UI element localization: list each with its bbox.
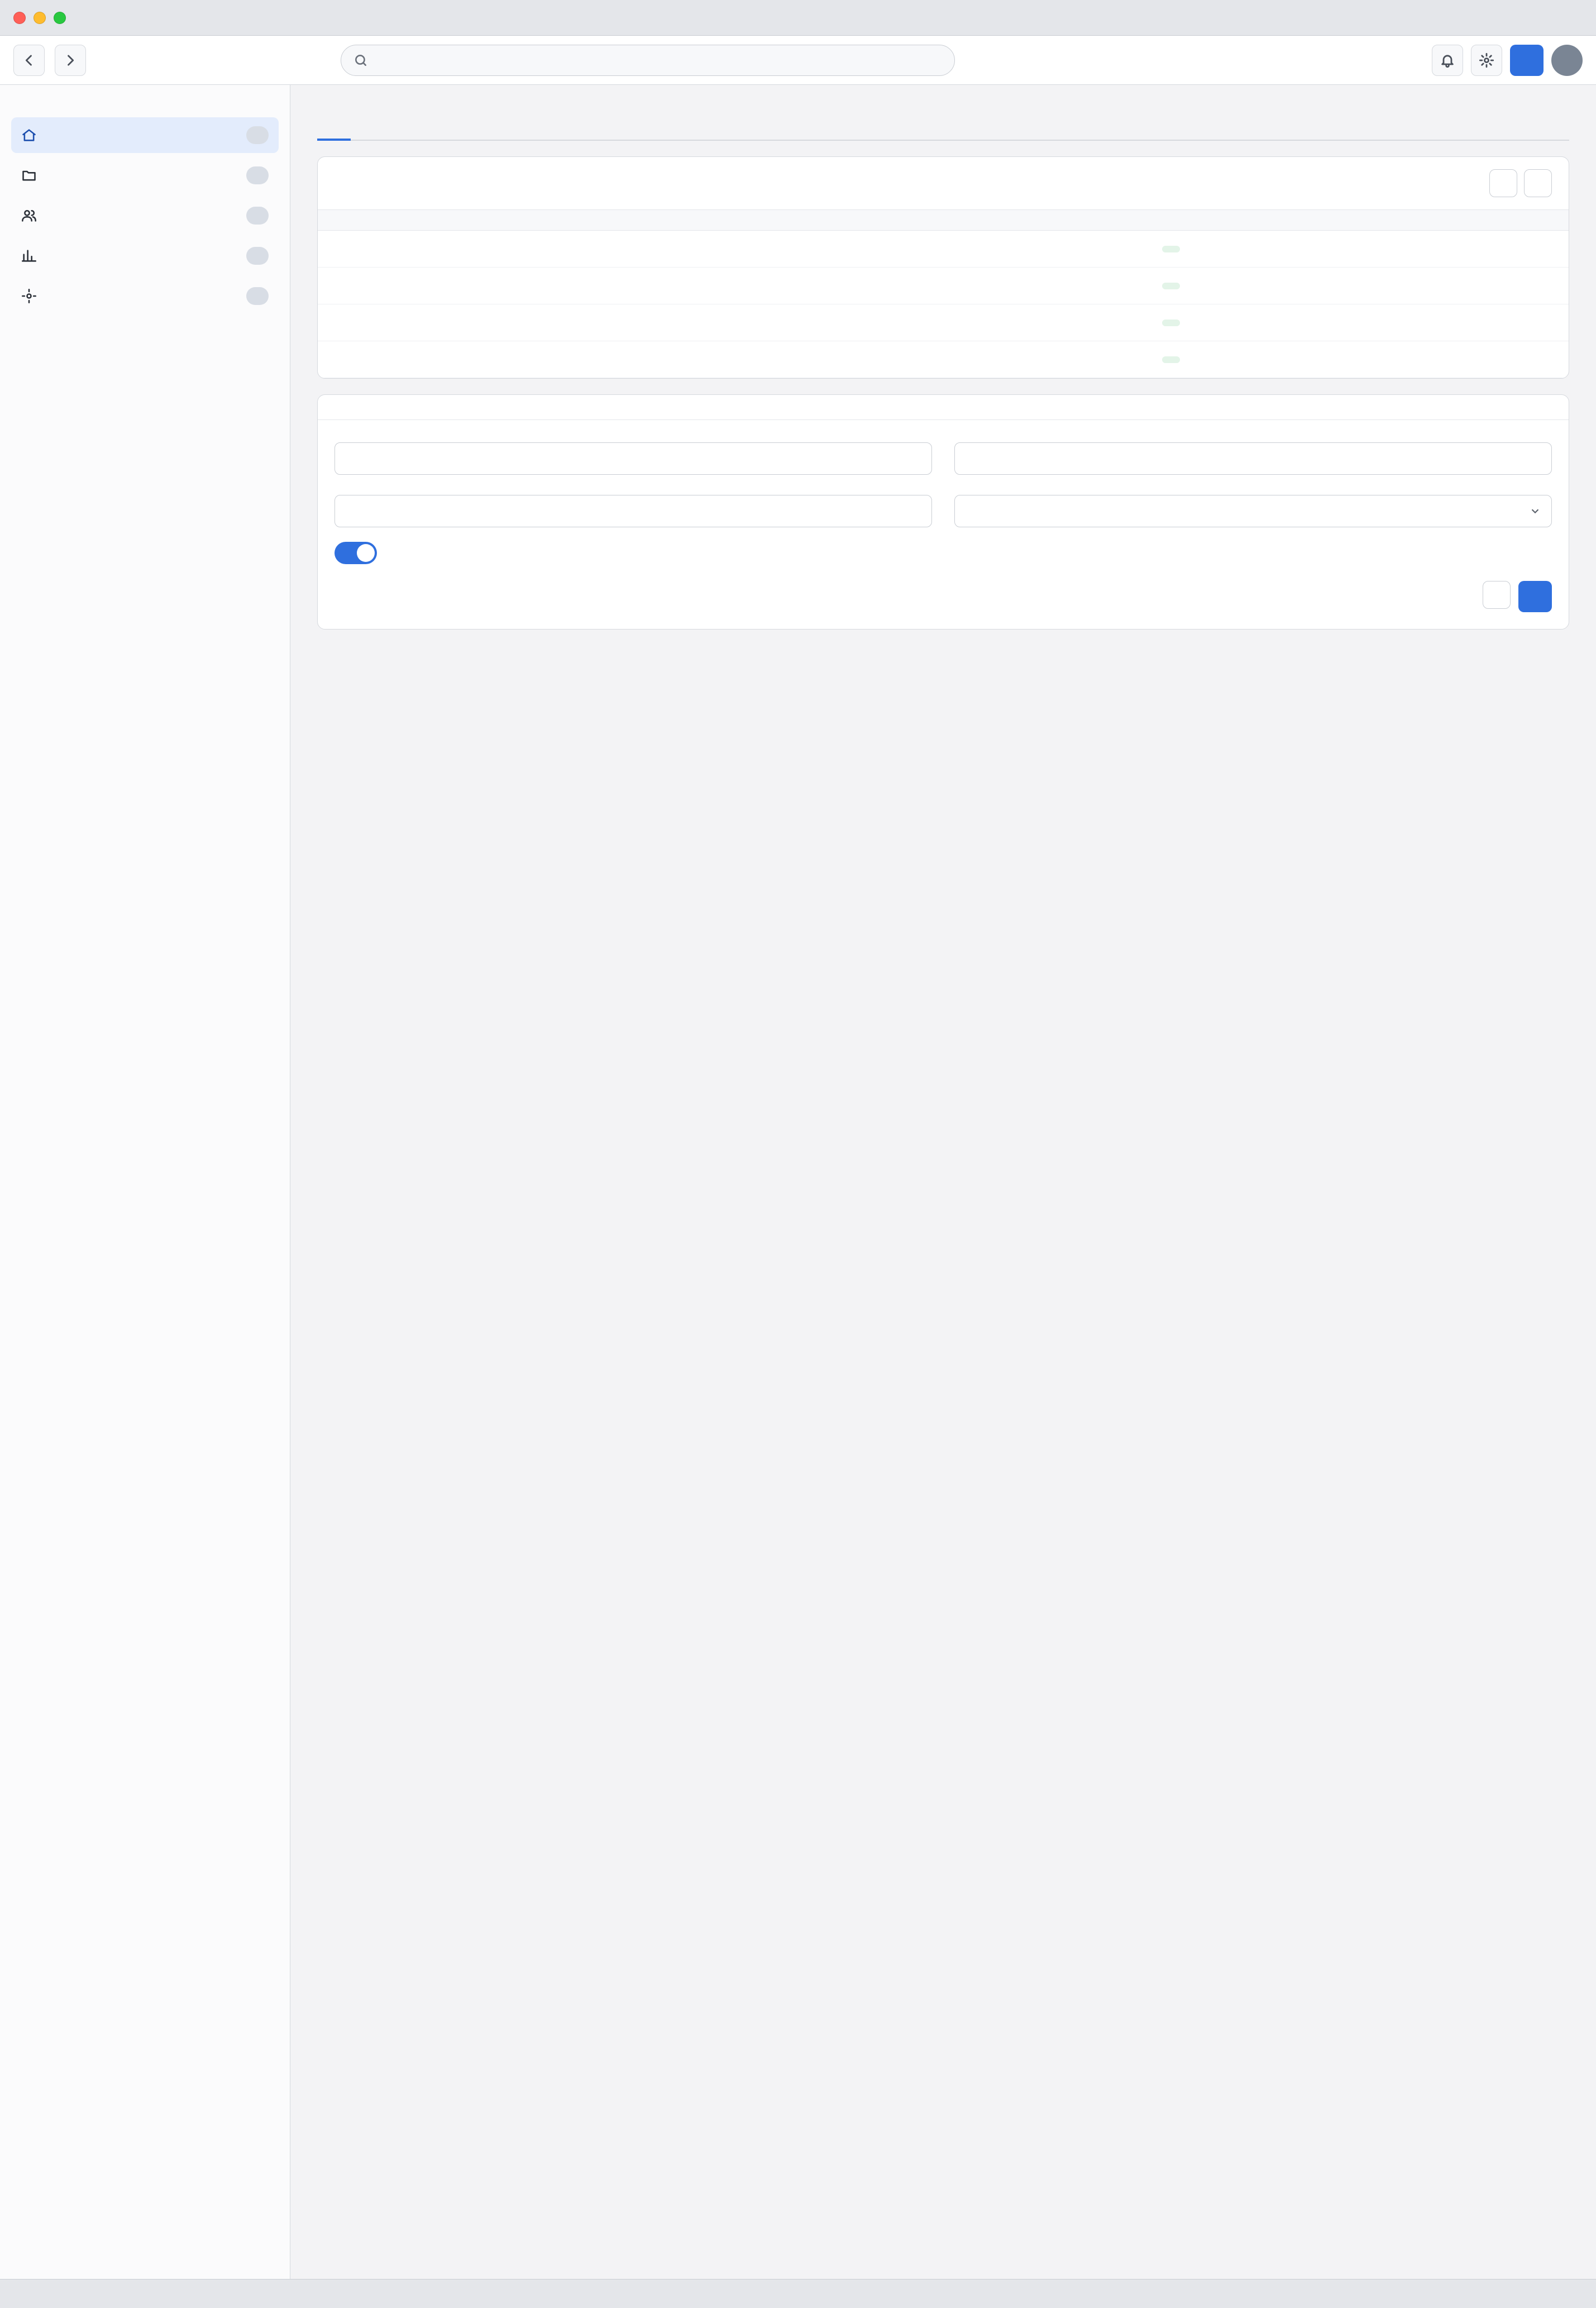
toggle-row [335, 542, 932, 564]
notifications-button[interactable] [1432, 45, 1463, 76]
chart-icon [21, 248, 37, 264]
filter-button[interactable] [1489, 169, 1517, 197]
save-button[interactable] [1518, 581, 1552, 612]
sidebar-item-1[interactable] [11, 117, 279, 153]
sidebar-item-badge [246, 166, 269, 184]
cancel-button[interactable] [1483, 581, 1511, 609]
form-grid [318, 420, 1569, 581]
toolbar [0, 36, 1596, 85]
status-badge [1162, 283, 1180, 289]
main-content [290, 85, 1596, 2279]
table-cell [594, 341, 869, 378]
table-panel-header [318, 157, 1569, 210]
toolbar-right [1432, 45, 1583, 76]
form-field-3 [335, 489, 932, 527]
table-cell [869, 304, 1145, 341]
table-panel [317, 156, 1569, 379]
search-input[interactable] [375, 53, 942, 68]
sidebar-item-3[interactable] [11, 198, 279, 233]
bell-icon [1440, 53, 1455, 68]
table-cell [594, 231, 869, 268]
form-panel-header [318, 395, 1569, 420]
arrow-left-icon [21, 53, 37, 68]
window-controls [13, 12, 66, 24]
settings-button[interactable] [1471, 45, 1502, 76]
table-cell [869, 341, 1145, 378]
status-bar [0, 2279, 1596, 2308]
search-box[interactable] [341, 45, 955, 76]
table-row[interactable] [318, 341, 1569, 378]
sidebar-item-badge [246, 287, 269, 305]
sidebar [0, 85, 290, 2279]
table-cell [594, 304, 869, 341]
form-field-2 [954, 437, 1552, 475]
forward-button[interactable] [55, 45, 86, 76]
form-panel [317, 394, 1569, 630]
sidebar-item-2[interactable] [11, 158, 279, 193]
form-field-select [954, 489, 1552, 527]
table-cell [1145, 268, 1569, 304]
sidebar-item-badge [246, 247, 269, 265]
export-button[interactable] [1524, 169, 1552, 197]
gear-icon [1479, 53, 1494, 68]
back-button[interactable] [13, 45, 45, 76]
folder-icon [21, 168, 37, 183]
table-cell [318, 231, 594, 268]
dropdown-select[interactable] [954, 495, 1552, 527]
toggle-switch[interactable] [335, 542, 377, 564]
table-cell [1145, 231, 1569, 268]
form-footer [318, 581, 1569, 629]
sidebar-item-5[interactable] [11, 278, 279, 314]
status-badge [1162, 320, 1180, 326]
status-badge [1162, 356, 1180, 363]
tab-2[interactable] [354, 121, 388, 141]
text-field-1[interactable] [335, 442, 932, 475]
avatar[interactable] [1551, 45, 1583, 76]
table-row[interactable] [318, 268, 1569, 304]
table-cell [318, 268, 594, 304]
table-cell [869, 268, 1145, 304]
sidebar-item-4[interactable] [11, 238, 279, 274]
minimize-window-button[interactable] [34, 12, 46, 24]
text-field-2[interactable] [954, 442, 1552, 475]
table-cell [318, 341, 594, 378]
tab-3[interactable] [391, 121, 424, 141]
table-row[interactable] [318, 304, 1569, 341]
close-window-button[interactable] [13, 12, 26, 24]
tab-1[interactable] [317, 121, 351, 141]
column-header[interactable] [869, 210, 1145, 231]
column-header[interactable] [318, 210, 594, 231]
gear-icon [21, 288, 37, 304]
table-cell [318, 304, 594, 341]
search-icon [353, 53, 368, 68]
sidebar-item-badge [246, 207, 269, 225]
home-icon [21, 127, 37, 143]
chevron-down-icon [1529, 505, 1541, 517]
column-header[interactable] [1145, 210, 1569, 231]
title-bar [0, 0, 1596, 36]
table-header-row [318, 210, 1569, 231]
maximize-window-button[interactable] [54, 12, 66, 24]
users-icon [21, 208, 37, 223]
sidebar-heading [11, 101, 279, 113]
app-body [0, 85, 1596, 2279]
table-cell [1145, 304, 1569, 341]
table-cell [869, 231, 1145, 268]
table-cell [594, 268, 869, 304]
primary-action-button[interactable] [1510, 45, 1544, 76]
table-actions [1489, 169, 1552, 197]
form-field-1 [335, 437, 932, 475]
tab-bar [317, 121, 1569, 141]
table-row[interactable] [318, 231, 1569, 268]
column-header[interactable] [594, 210, 869, 231]
sidebar-item-badge [246, 126, 269, 144]
data-table [318, 210, 1569, 378]
text-field-3[interactable] [335, 495, 932, 527]
table-cell [1145, 341, 1569, 378]
status-badge [1162, 246, 1180, 252]
arrow-right-icon [63, 53, 78, 68]
